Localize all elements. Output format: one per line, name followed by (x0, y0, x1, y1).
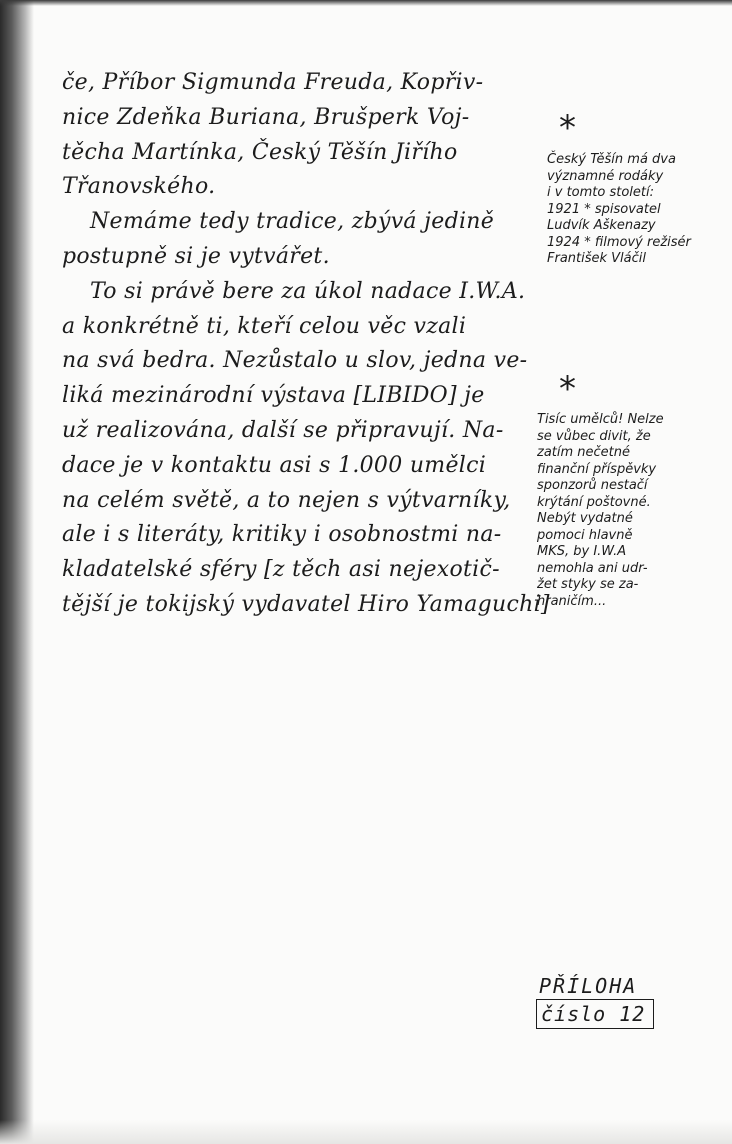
side-note-line: hraničím... (537, 593, 607, 609)
main-text-line: už realizována, další se připravují. Na- (62, 417, 504, 443)
side-note-line: MKS, by I.W.A (537, 544, 627, 559)
side-note-line: významné rodáky (547, 168, 664, 184)
main-text-line: na celém světě, a to nejen s výtvarníky, (62, 487, 511, 513)
side-note-line: Tisíc umělců! Nelze (537, 412, 664, 427)
side-note-line: František Vláčil (547, 251, 647, 266)
main-text-line: Nemáme tedy tradice, zbývá jedině (90, 209, 495, 235)
main-text-line: liká mezinárodní výstava [LIBIDO] je (62, 383, 485, 409)
side-note-line: i v tomto století: (547, 185, 654, 200)
side-note-line: zatím nečetné (537, 445, 631, 460)
side-note-line: 1921 * spisovatel (547, 201, 661, 217)
main-text-line: Třanovského. (62, 174, 216, 200)
main-text-line: ale i s literáty, kritiky i osobnostmi na- (62, 522, 502, 548)
side-note-line: nemohla ani udr- (537, 560, 648, 576)
side-note-1 (547, 152, 717, 268)
side-note-line: finanční příspěvky (537, 461, 657, 477)
asterisk-icon: * (559, 108, 576, 148)
side-note-line: Český Těšín má dva (547, 152, 676, 167)
main-text-line: a konkrétně ti, kteří celou věc vzali (62, 313, 467, 339)
asterisk-icon: * (559, 369, 576, 409)
appendix-number: číslo 12 (536, 999, 654, 1029)
main-text-line: tější je tokijský vydavatel Hiro Yamaguchi] (62, 591, 550, 617)
side-note-line: krýtání poštovné. (537, 494, 651, 510)
main-text-line: če, Příbor Sigmunda Freuda, Kopřiv- (62, 70, 484, 95)
main-text-line: dace je v kontaktu asi s 1.000 umělci (62, 452, 487, 478)
main-text-line: To si právě bere za úkol nadace I.W.A. (90, 278, 526, 304)
side-note-line: 1924 * filmový režisér (547, 234, 691, 250)
appendix-marker (536, 973, 654, 1029)
page-top-edge (0, 0, 732, 6)
side-note-line: Ludvík Aškenazy (547, 218, 656, 233)
main-text-line: postupně si je vytvářet. (62, 243, 330, 269)
side-note-2 (537, 412, 717, 610)
page-gutter-shadow (0, 0, 34, 1144)
side-note-line: žet styky se za- (537, 577, 639, 592)
main-text-line: na svá bedra. Nezůstalo u slov, jedna ve- (62, 348, 528, 374)
main-text-line: těcha Martínka, Český Těšín Jiřího (62, 139, 458, 165)
side-note-line: se vůbec divit, že (537, 428, 651, 444)
main-text-line: kladatelské sféry [z těch asi nejexotič- (62, 557, 500, 583)
main-text-line: nice Zdeňka Buriana, Brušperk Voj- (62, 104, 470, 130)
side-note-line: sponzorů nestačí (537, 478, 648, 493)
main-text-block (62, 66, 550, 623)
side-note-line: pomoci hlavně (537, 527, 633, 543)
appendix-label: PŘÍLOHA (539, 974, 638, 998)
side-note-line: Nebýt vydatné (537, 511, 633, 526)
page-bottom-edge (0, 1120, 732, 1144)
